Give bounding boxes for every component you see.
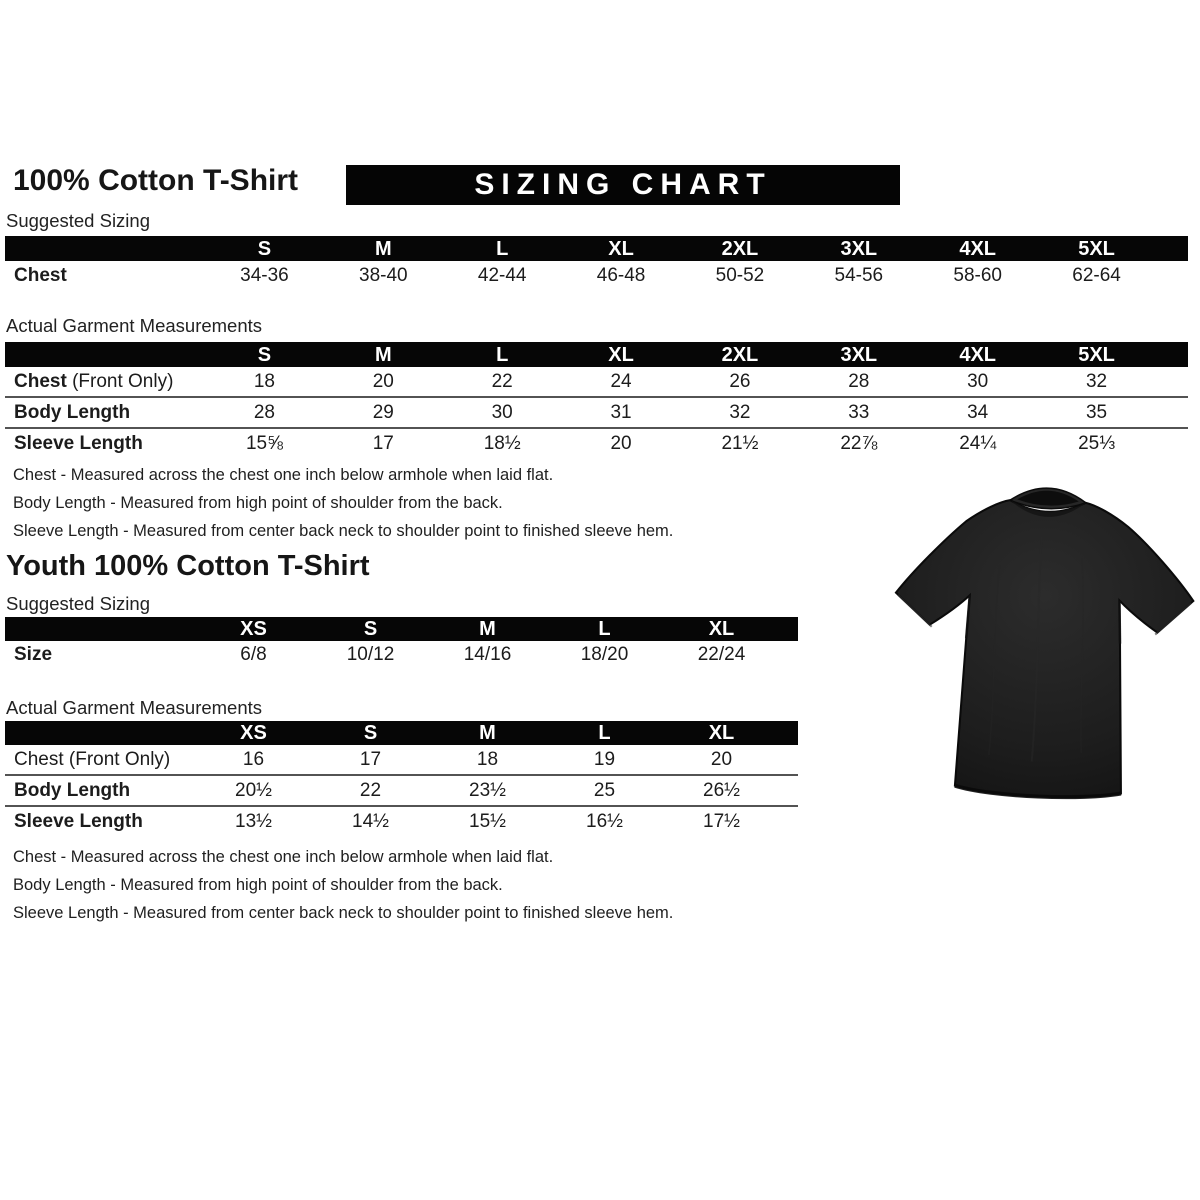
- table-cell: 28: [253, 401, 275, 423]
- table-row: [5, 367, 1188, 396]
- table-cell: 30: [491, 401, 513, 423]
- table-row: [5, 805, 798, 836]
- column-header-m: M: [374, 237, 392, 260]
- table-cell: 23½: [469, 779, 506, 801]
- table-cell: 30: [967, 370, 989, 392]
- adult-actual-measurements-table: [5, 342, 1188, 458]
- table-cell: 50-52: [715, 265, 765, 286]
- table-cell: 22/24: [697, 644, 746, 665]
- table-cell: 16: [242, 748, 265, 770]
- table-row: [5, 641, 798, 669]
- table-header-row: [5, 721, 798, 745]
- sizing-chart-banner: [346, 165, 900, 205]
- table-cell: 15⅝: [245, 432, 283, 454]
- adult-measurement-notes: [13, 461, 673, 545]
- table-cell: 28: [848, 370, 870, 392]
- table-cell: 18: [253, 370, 275, 392]
- row-label: Size: [14, 644, 53, 665]
- column-header-l: L: [496, 237, 509, 260]
- table-cell: 17: [372, 432, 394, 454]
- column-header-5xl: 5XL: [1078, 237, 1115, 260]
- table-cell: 20: [710, 748, 733, 770]
- table-cell: 20: [372, 370, 394, 392]
- tshirt-illustration: [884, 474, 1200, 814]
- tshirt-image: [884, 474, 1200, 814]
- adult-actual-measurements-label: Actual Garment Measurements: [6, 315, 263, 336]
- column-header-4xl: 4XL: [959, 237, 997, 260]
- column-header-m: M: [479, 618, 496, 640]
- column-header-3xl: 3XL: [840, 237, 878, 260]
- note-chest: Chest - Measured across the chest one inch below armhole when laid flat.: [13, 466, 554, 484]
- note-sleeve-length: Sleeve Length - Measured from center back neck to shoulder point to finished sleeve hem.: [13, 904, 674, 922]
- note-chest: Chest - Measured across the chest one inch below armhole when laid flat.: [13, 848, 554, 866]
- youth-actual-measurements-label: Actual Garment Measurements: [6, 697, 263, 718]
- table-cell: 18½: [483, 432, 521, 454]
- table-cell: 54-56: [834, 265, 884, 286]
- table-cell: 32: [1085, 370, 1108, 392]
- table-cell: 6/8: [240, 644, 267, 665]
- table-row: [5, 774, 798, 805]
- note-sleeve-length: Sleeve Length - Measured from center back neck to shoulder point to finished sleeve hem.: [13, 522, 674, 540]
- table-cell: 46-48: [596, 265, 646, 286]
- column-header-l: L: [598, 618, 611, 640]
- table-header-row: [5, 236, 1188, 261]
- table-cell: 42-44: [477, 265, 527, 286]
- table-cell: 14/16: [463, 644, 512, 665]
- row-label: Sleeve Length: [14, 810, 143, 832]
- table-cell: 15½: [469, 810, 506, 832]
- row-label: Body Length: [14, 779, 131, 801]
- column-header-5xl: 5XL: [1078, 343, 1115, 366]
- youth-actual-measurements-table: [5, 721, 798, 836]
- table-cell: 16½: [586, 810, 623, 832]
- youth-suggested-sizing-table: [5, 617, 798, 669]
- table-cell: 22: [359, 779, 382, 801]
- table-cell: 17½: [703, 810, 740, 832]
- table-cell: 24: [610, 370, 632, 392]
- table-cell: 19: [593, 748, 616, 770]
- table-cell: 32: [729, 401, 751, 423]
- table-cell: 13½: [235, 810, 272, 832]
- column-header-xs: XS: [240, 618, 267, 640]
- table-cell: 20½: [235, 779, 272, 801]
- note-body-length: Body Length - Measured from high point of shoulder from the back.: [13, 494, 503, 512]
- table-cell: 58-60: [953, 265, 1002, 286]
- adult-suggested-sizing-table: [5, 236, 1188, 291]
- table-cell: 18: [476, 748, 499, 770]
- table-cell: 17: [359, 748, 382, 770]
- row-label: Body Length: [14, 401, 131, 423]
- table-header-row: [5, 342, 1188, 367]
- table-row: [5, 396, 1188, 427]
- banner-title: SIZING CHART: [474, 168, 772, 201]
- note-body-length: Body Length - Measured from high point of shoulder from the back.: [13, 876, 503, 894]
- table-row: [5, 745, 798, 774]
- column-header-4xl: 4XL: [959, 343, 997, 366]
- table-cell: 26½: [703, 779, 740, 801]
- column-header-m: M: [479, 722, 496, 744]
- column-header-l: L: [598, 722, 611, 744]
- table-cell: 24¼: [959, 432, 997, 454]
- table-cell: 25: [593, 779, 616, 801]
- column-header-xl: XL: [608, 343, 634, 366]
- table-cell: 22⅞: [840, 432, 878, 454]
- row-label: Sleeve Length: [14, 432, 143, 454]
- row-label: Chest: [14, 265, 67, 286]
- table-cell: 22: [491, 370, 513, 392]
- adult-suggested-sizing-label: Suggested Sizing: [6, 210, 150, 231]
- table-cell: 29: [372, 401, 394, 423]
- youth-section-title: Youth 100% Cotton T-Shirt: [6, 550, 370, 582]
- table-cell: 34: [967, 401, 989, 423]
- table-header-row: [5, 617, 798, 641]
- table-cell: 10/12: [346, 644, 395, 665]
- column-header-s: S: [363, 618, 378, 640]
- table-cell: 18/20: [580, 644, 629, 665]
- table-cell: 25⅓: [1078, 432, 1116, 454]
- youth-measurement-notes: [13, 843, 673, 927]
- youth-suggested-sizing-label: Suggested Sizing: [6, 593, 150, 614]
- column-header-xl: XL: [708, 722, 735, 744]
- table-cell: 38-40: [359, 265, 408, 286]
- table-cell: 20: [610, 432, 632, 454]
- column-header-s: S: [257, 237, 272, 260]
- column-header-l: L: [496, 343, 509, 366]
- table-row: [5, 261, 1188, 291]
- column-header-s: S: [363, 722, 378, 744]
- column-header-m: M: [374, 343, 392, 366]
- column-header-2xl: 2XL: [721, 343, 759, 366]
- row-label: Chest (Front Only): [14, 370, 174, 392]
- table-cell: 26: [729, 370, 751, 392]
- table-cell: 31: [610, 401, 632, 423]
- column-header-2xl: 2XL: [721, 237, 759, 260]
- column-header-3xl: 3XL: [840, 343, 878, 366]
- column-header-xl: XL: [608, 237, 634, 260]
- table-cell: 14½: [352, 810, 389, 832]
- column-header-xl: XL: [708, 618, 735, 640]
- table-row: [5, 427, 1188, 458]
- table-cell: 35: [1085, 401, 1108, 423]
- table-cell: 33: [848, 401, 870, 423]
- table-cell: 62-64: [1072, 265, 1121, 286]
- table-cell: 34-36: [240, 265, 289, 286]
- column-header-s: S: [257, 343, 272, 366]
- adult-section-title: 100% Cotton T-Shirt: [13, 164, 299, 197]
- row-label: Chest (Front Only): [14, 748, 171, 770]
- column-header-xs: XS: [240, 722, 267, 744]
- table-cell: 21½: [721, 432, 759, 454]
